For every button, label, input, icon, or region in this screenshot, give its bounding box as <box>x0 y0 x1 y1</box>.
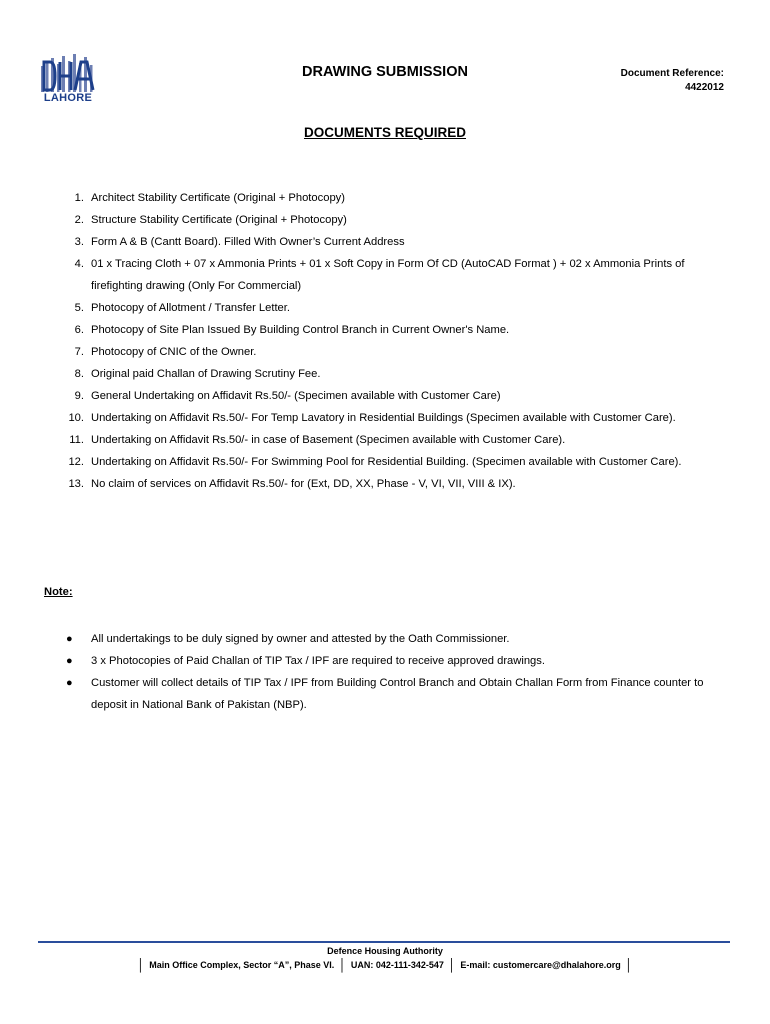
bullet-icon: ● <box>66 633 73 645</box>
list-item <box>56 187 728 209</box>
note-text: All undertakings to be duly signed by owner and attested by the Oath Commissioner. <box>91 633 510 645</box>
notes-list <box>56 628 728 716</box>
item-text: Undertaking on Affidavit Rs.50/- in case of Basement (Specimen available with Customer Care). <box>91 434 566 446</box>
item-number: 11. <box>69 434 84 446</box>
item-number: 8. <box>74 368 84 380</box>
item-number: 12. <box>68 456 84 468</box>
list-item <box>56 451 728 473</box>
document-reference-label: Document Reference: <box>620 68 724 79</box>
item-number: 5. <box>74 302 84 314</box>
item-text: Form A & B (Cantt Board). Filled With Owner’s Current Address <box>91 236 405 248</box>
item-number: 3. <box>74 236 84 248</box>
item-text: Photocopy of Allotment / Transfer Letter. <box>91 302 290 314</box>
bullet-icon: ● <box>66 677 73 689</box>
document-title: DRAWING SUBMISSION <box>302 64 468 80</box>
footer-email: E-mail: customercare@dhalahore.org <box>460 960 621 970</box>
list-item <box>56 473 728 495</box>
separator-icon: │ <box>448 958 456 972</box>
item-text: Architect Stability Certificate (Original + Photocopy) <box>91 192 345 204</box>
list-item <box>56 628 728 650</box>
item-number: 1. <box>74 192 84 204</box>
document-reference <box>621 67 724 95</box>
list-item <box>56 209 728 231</box>
footer-contact <box>0 958 770 972</box>
separator-icon: │ <box>137 958 145 972</box>
documents-required-heading: DOCUMENTS REQUIRED <box>303 125 466 140</box>
list-item <box>56 253 728 297</box>
list-item <box>56 429 728 451</box>
item-number: 7. <box>74 346 84 358</box>
item-number: 4. <box>74 258 84 270</box>
list-item <box>56 231 728 253</box>
note-text: 3 x Photocopies of Paid Challan of TIP Tax / IPF are required to receive approved drawings. <box>91 655 545 667</box>
item-number: 2. <box>74 214 84 226</box>
item-number: 6. <box>74 324 84 336</box>
bullet-icon: ● <box>66 655 73 667</box>
separator-icon: │ <box>625 958 633 972</box>
item-text: Undertaking on Affidavit Rs.50/- For Temp Lavatory in Residential Buildings (Specimen available with Customer Care). <box>91 412 676 424</box>
list-item <box>56 341 728 363</box>
item-text: Undertaking on Affidavit Rs.50/- For Swimming Pool for Residential Building. (Specimen available with Customer Care). <box>91 456 682 468</box>
note-text: Customer will collect details of TIP Tax / IPF from Building Control Branch and Obtain Challan Form from Finance counter to deposit in National Bank of Pakistan (NBP). <box>91 677 704 711</box>
item-text: 01 x Tracing Cloth + 07 x Ammonia Prints + 01 x Soft Copy in Form Of CD (AutoCAD Format ) + 02 x Ammonia Prints of firefighting drawing (Only For Commercial) <box>91 258 685 292</box>
item-text: Photocopy of Site Plan Issued By Building Control Branch in Current Owner's Name. <box>91 324 510 336</box>
separator-icon: │ <box>338 958 347 972</box>
list-item <box>56 672 728 716</box>
list-item <box>56 319 728 341</box>
item-text: Photocopy of CNIC of the Owner. <box>91 346 257 358</box>
item-number: 13. <box>68 478 84 490</box>
list-item <box>56 297 728 319</box>
footer-organization: Defence Housing Authority <box>327 946 443 956</box>
item-number: 10. <box>68 412 84 424</box>
list-item <box>56 407 728 429</box>
item-number: 9. <box>74 390 84 402</box>
note-label: Note: <box>44 586 73 598</box>
footer-divider <box>38 941 730 943</box>
item-text: Original paid Challan of Drawing Scrutiny Fee. <box>91 368 321 380</box>
list-item <box>56 363 728 385</box>
footer-address: Main Office Complex, Sector “A”, Phase VI. <box>149 960 335 970</box>
document-reference-value: 4422012 <box>685 82 724 93</box>
item-text: No claim of services on Affidavit Rs.50/- for (Ext, DD, XX, Phase - V, VI, VII, VIII & IX). <box>91 478 516 490</box>
list-item <box>56 385 728 407</box>
requirements-list <box>56 187 728 495</box>
item-text: Structure Stability Certificate (Original + Photocopy) <box>91 214 347 226</box>
footer-uan: UAN: 042-111-342-547 <box>350 960 444 970</box>
list-item <box>56 650 728 672</box>
logo-text: LAHORE <box>43 92 93 104</box>
item-text: General Undertaking on Affidavit Rs.50/- (Specimen available with Customer Care) <box>91 390 501 402</box>
